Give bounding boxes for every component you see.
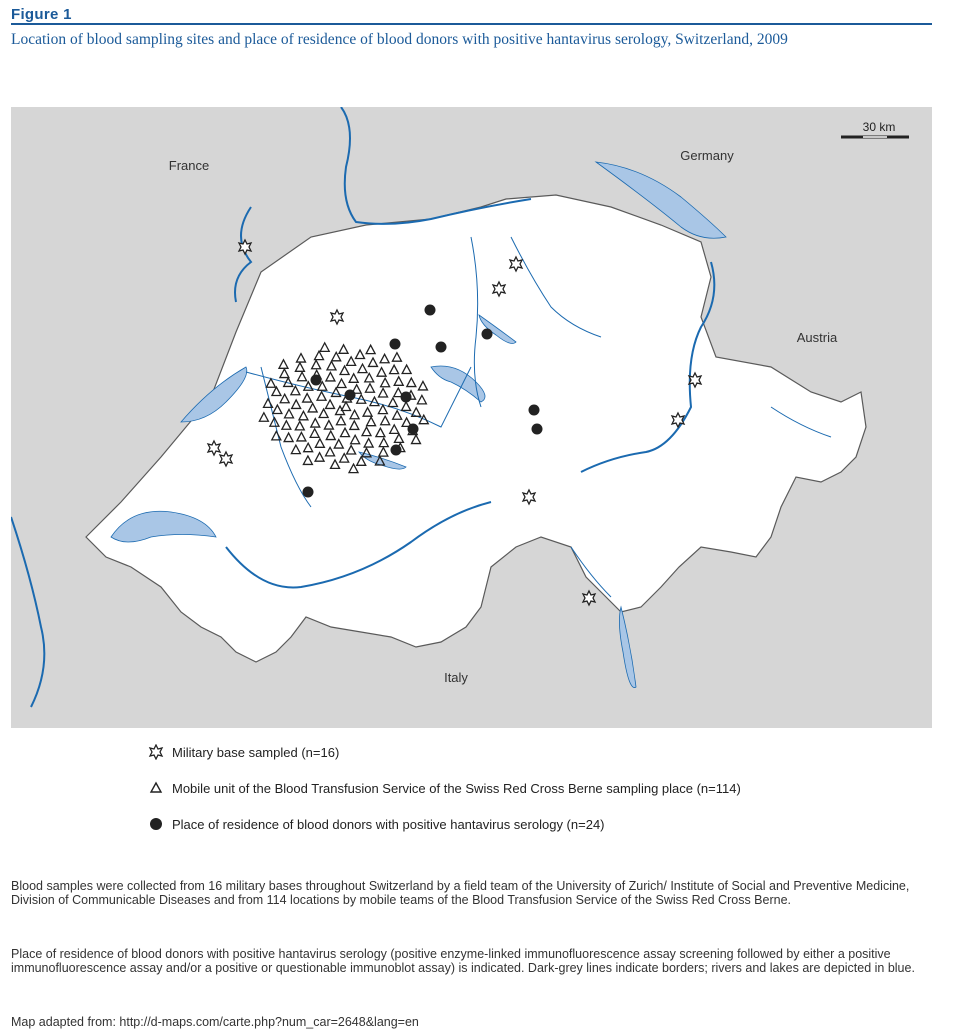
- scale-label: 30 km: [862, 120, 896, 134]
- switzerland-map: [11, 107, 932, 728]
- positive-donor-marker: [425, 305, 436, 316]
- figure-title: Location of blood sampling sites and place of residence of blood donors with positive hantavirus serology, Switzerland, 2009: [11, 31, 788, 48]
- positive-donor-marker: [529, 405, 540, 416]
- label-austria: Austria: [796, 330, 838, 345]
- star-icon: [148, 744, 164, 760]
- positive-donor-marker: [436, 342, 447, 353]
- positive-donor-marker: [311, 375, 322, 386]
- positive-donor-marker: [390, 339, 401, 350]
- legend-mobile-label: Mobile unit of the Blood Transfusion Service of the Swiss Red Cross Berne sampling place (n=114): [172, 780, 741, 796]
- legend-residence: [148, 816, 605, 832]
- map-source: Map adapted from: http://d-maps.com/carte.php?num_car=2648&lang=en: [11, 1015, 419, 1029]
- label-italy: Italy: [444, 670, 468, 685]
- note-paragraph-2: Place of residence of blood donors with positive hantavirus serology (positive enzyme-linked immunofluorescence assay screening followed by either a positive immunofluorescence assay and/or a positive or questionable immunoblot assay) is indicated. Dark-grey lines indicate borders; rivers and lakes are depicted in blue.: [11, 947, 915, 975]
- positive-donor-marker: [391, 445, 402, 456]
- triangle-icon: [148, 780, 164, 796]
- title-rule: [11, 23, 932, 25]
- filled-circle-icon: [148, 816, 164, 832]
- positive-donor-marker: [532, 424, 543, 435]
- legend-military-label: Military base sampled (n=16): [172, 744, 340, 760]
- figure-label: Figure 1: [11, 6, 72, 23]
- legend-military: [148, 744, 339, 760]
- positive-donor-marker: [408, 424, 419, 435]
- positive-donor-marker: [482, 329, 493, 340]
- legend-mobile: [148, 780, 741, 796]
- legend-residence-label: Place of residence of blood donors with positive hantavirus serology (n=24): [172, 816, 605, 832]
- label-germany: Germany: [680, 148, 734, 163]
- positive-donor-marker: [345, 390, 356, 401]
- positive-donor-marker: [401, 392, 412, 403]
- label-france: France: [168, 158, 210, 173]
- positive-donor-marker: [303, 487, 314, 498]
- note-paragraph-1: Blood samples were collected from 16 military bases throughout Switzerland by a field team of the University of Zurich/ Institute of Social and Preventive Medicine, Division of Communicable Diseases and from 114 locations by mobile teams of the Blood Transfusion Service of the Swiss Red Cross Berne.: [11, 879, 910, 907]
